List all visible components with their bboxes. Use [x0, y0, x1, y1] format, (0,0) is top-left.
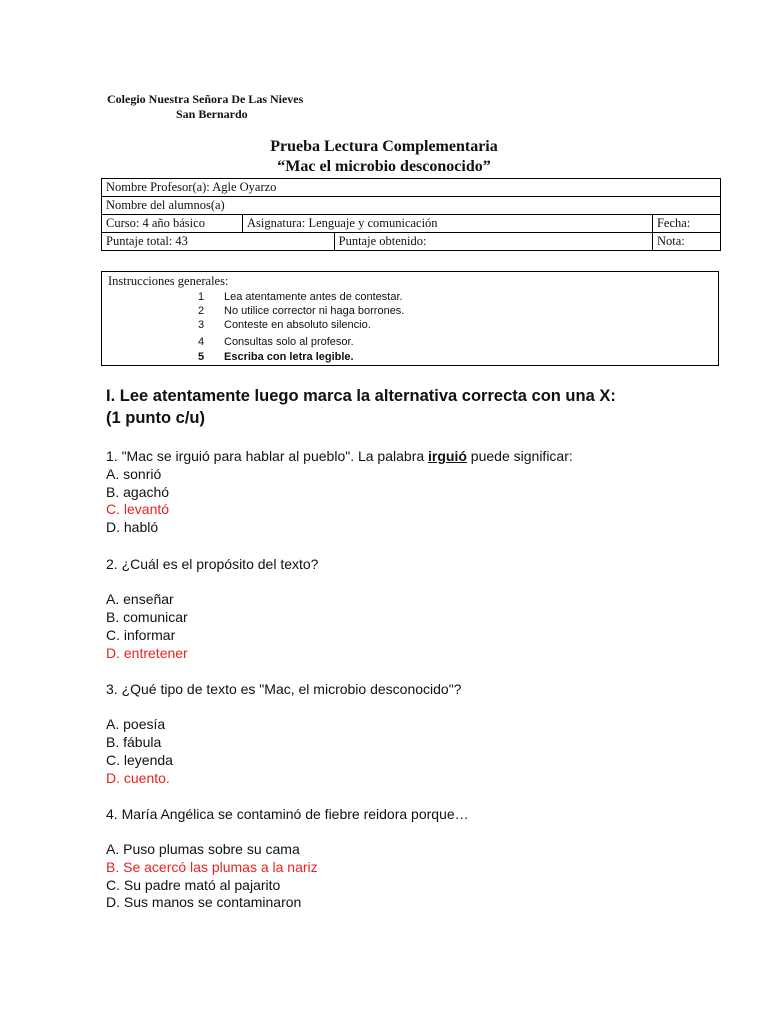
section-heading-line1: I. Lee atentamente luego marca la alternativa correcta con una X:: [106, 387, 616, 405]
answer-option[interactable]: C. Su padre mató al pajarito: [106, 877, 281, 893]
answer-option[interactable]: D. entretener: [106, 645, 188, 661]
answer-option[interactable]: C. informar: [106, 627, 176, 643]
instruction-number: 4: [198, 336, 205, 348]
instruction-item: [198, 335, 354, 349]
instruction-text: No utilice corrector ni haga borrones.: [224, 305, 405, 317]
date-cell: Fecha:: [652, 215, 720, 233]
table-row: [102, 179, 721, 197]
instruction-number: 2: [198, 305, 205, 317]
school-city: San Bernardo: [176, 107, 248, 121]
answer-option[interactable]: D. Sus manos se contaminaron: [106, 894, 302, 910]
instructions-heading: Instrucciones generales:: [108, 274, 229, 288]
instruction-text: Consultas solo al profesor.: [224, 336, 354, 348]
answer-option[interactable]: D. habló: [106, 519, 159, 535]
exam-title-line1: Prueba Lectura Complementaria: [270, 138, 498, 155]
answer-option[interactable]: A. enseñar: [106, 591, 174, 607]
school-header: [107, 92, 303, 122]
exam-title: [0, 137, 768, 177]
instruction-text: Conteste en absoluto silencio.: [224, 319, 371, 331]
total-score-cell: Puntaje total: 43: [102, 233, 335, 251]
question-3-prompt: 3. ¿Qué tipo de texto es "Mac, el microbio desconocido"?: [106, 681, 462, 697]
question-1-prompt: [106, 447, 573, 465]
question-2-prompt: 2. ¿Cuál es el propósito del texto?: [106, 556, 319, 572]
prompt-text: 1. "Mac se irguió para hablar al pueblo". La palabra: [106, 448, 429, 464]
student-name-cell: Nombre del alumnos(a): [102, 197, 721, 215]
answer-option[interactable]: B. comunicar: [106, 609, 188, 625]
table-row: [102, 233, 721, 251]
instruction-item: [198, 304, 404, 318]
teacher-name-cell: Nombre Profesor(a): Agle Oyarzo: [102, 179, 721, 197]
answer-option[interactable]: C. levantó: [106, 501, 170, 517]
exam-title-line2: “Mac el microbio desconocido”: [277, 158, 491, 175]
prompt-keyword: irguió: [428, 448, 467, 464]
table-row: [102, 215, 721, 233]
instruction-item: [198, 350, 354, 364]
section-heading-line2: (1 punto c/u): [106, 409, 205, 427]
instruction-text: Lea atentamente antes de contestar.: [224, 291, 403, 303]
answer-option[interactable]: A. poesía: [106, 716, 166, 732]
answer-option[interactable]: D. cuento.: [106, 770, 170, 786]
instructions-box: [101, 271, 719, 366]
instruction-text: Escriba con letra legible.: [224, 351, 354, 363]
answer-option[interactable]: C. leyenda: [106, 752, 173, 768]
answer-option[interactable]: A. Puso plumas sobre su cama: [106, 841, 300, 857]
answer-option[interactable]: B. agachó: [106, 484, 170, 500]
instruction-item: [198, 318, 371, 332]
question-4-prompt: 4. María Angélica se contaminó de fiebre reidora porque…: [106, 806, 469, 822]
instruction-item: [198, 290, 403, 304]
subject-cell: Asignatura: Lenguaje y comunicación: [243, 215, 653, 233]
school-name: Colegio Nuestra Señora De Las Nieves: [107, 92, 304, 106]
table-row: [102, 197, 721, 215]
info-table: [101, 178, 721, 251]
instruction-number: 5: [198, 351, 205, 363]
prompt-text: puede significar:: [466, 448, 573, 464]
instruction-number: 3: [198, 319, 205, 331]
answer-option[interactable]: B. fábula: [106, 734, 162, 750]
section-heading: [106, 385, 616, 429]
grade-cell: Nota:: [652, 233, 720, 251]
course-cell: Curso: 4 año básico: [102, 215, 243, 233]
answer-option[interactable]: B. Se acercó las plumas a la nariz: [106, 859, 318, 875]
answer-option[interactable]: A. sonrió: [106, 466, 162, 482]
obtained-score-cell: Puntaje obtenido:: [334, 233, 652, 251]
instruction-number: 1: [198, 291, 205, 303]
